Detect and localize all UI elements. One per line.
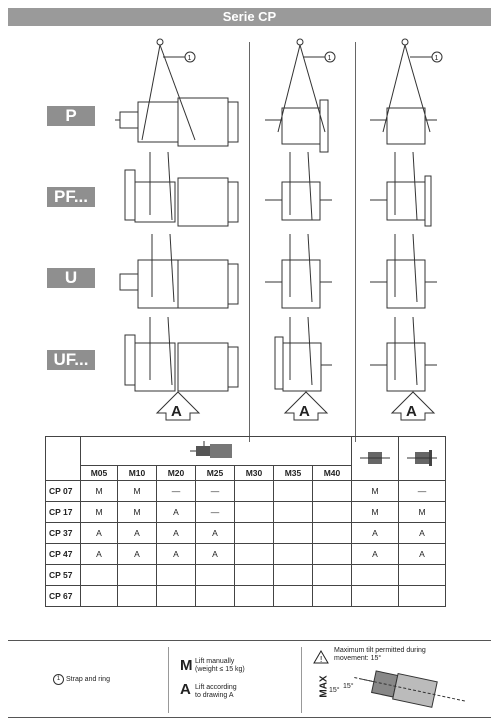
gearmotor-drawing-uf	[125, 317, 238, 391]
manual-letter: M	[180, 657, 193, 674]
gearmotor-icon	[186, 439, 246, 461]
lift-marker-a: A	[171, 403, 182, 420]
column-header: M35	[274, 466, 313, 481]
table-row	[46, 502, 446, 523]
table-cell	[235, 586, 274, 607]
table-cell: —	[196, 502, 235, 523]
table-cell	[274, 544, 313, 565]
column-header: M25	[196, 466, 235, 481]
table-cell	[235, 544, 274, 565]
tilt-gearmotor-drawing	[353, 665, 473, 715]
reducer-flange-icon-header	[399, 437, 446, 481]
drawing-text-2: to drawing A	[195, 692, 234, 699]
gearmotor-drawing-pf	[125, 152, 238, 226]
warning-icon	[313, 650, 329, 664]
callout-number: 1	[187, 55, 192, 62]
table-cell	[196, 565, 235, 586]
table-cell: M	[399, 502, 446, 523]
table-cell	[235, 502, 274, 523]
series-label-p: P	[47, 106, 95, 126]
table-cell: A	[81, 544, 118, 565]
series-label-u: U	[47, 268, 95, 288]
table-cell	[274, 565, 313, 586]
table-cell	[157, 586, 196, 607]
table-cell: A	[352, 523, 399, 544]
table-cell	[118, 586, 157, 607]
drawing-letter: A	[180, 681, 191, 698]
series-label-pf: PF...	[47, 187, 95, 207]
table-cell	[399, 565, 446, 586]
table-cell	[196, 586, 235, 607]
table-cell: M	[81, 481, 118, 502]
table-cell: A	[399, 544, 446, 565]
table-cell	[274, 481, 313, 502]
table-cell	[118, 565, 157, 586]
callout-number: 1	[434, 55, 439, 62]
manual-text-1: Lift manually	[195, 658, 235, 665]
table-cell: —	[399, 481, 446, 502]
table-row	[46, 586, 446, 607]
legend-divider	[168, 647, 169, 713]
table-cell: M	[352, 502, 399, 523]
reducer-drawing	[275, 317, 332, 391]
reducer-drawing	[370, 152, 431, 226]
gearmotor-drawing-u	[120, 234, 238, 308]
table-cell	[235, 481, 274, 502]
table-cell	[157, 565, 196, 586]
table-cell	[352, 565, 399, 586]
tilt-angle-1: 15°	[329, 687, 340, 694]
reducer-drawing	[265, 39, 328, 152]
row-label: CP 47	[46, 544, 81, 565]
strap-text: Strap and ring	[66, 676, 110, 683]
gear-drawings	[0, 30, 499, 430]
table-cell	[274, 523, 313, 544]
tilt-text-1: Maximum tilt permitted during	[334, 647, 426, 654]
row-label: CP 07	[46, 481, 81, 502]
row-label: CP 37	[46, 523, 81, 544]
table-corner	[46, 437, 81, 481]
table-cell	[274, 502, 313, 523]
table-cell	[81, 586, 118, 607]
drawing-text-1: Lift according	[195, 684, 237, 691]
reducer-drawing	[265, 152, 332, 220]
row-label: CP 67	[46, 586, 81, 607]
table-cell: A	[118, 523, 157, 544]
gearmotor-icon-header	[81, 437, 352, 466]
table-cell: A	[399, 523, 446, 544]
table-cell: M	[118, 481, 157, 502]
page-title: Serie CP	[8, 8, 491, 26]
reducer-flange-icon	[402, 445, 442, 471]
table-cell: A	[118, 544, 157, 565]
table-cell: A	[157, 502, 196, 523]
legend-box	[8, 640, 491, 718]
column-header: M20	[157, 466, 196, 481]
legend-divider	[301, 647, 302, 713]
table-cell	[313, 586, 352, 607]
table-cell: —	[196, 481, 235, 502]
column-header: M10	[118, 466, 157, 481]
table-cell	[313, 544, 352, 565]
table-cell: A	[157, 544, 196, 565]
table-cell: —	[157, 481, 196, 502]
lift-marker-a: A	[299, 403, 310, 420]
column-header: M05	[81, 466, 118, 481]
table-cell	[274, 586, 313, 607]
tilt-text-2: movement: 15°	[334, 655, 382, 662]
row-label: CP 17	[46, 502, 81, 523]
column-header: M30	[235, 466, 274, 481]
table-cell	[313, 565, 352, 586]
lifting-diagram	[0, 30, 499, 430]
row-label: CP 57	[46, 565, 81, 586]
table-cell: A	[81, 523, 118, 544]
lift-marker-a: A	[406, 403, 417, 420]
reducer-drawing	[265, 234, 332, 308]
manual-text-2: (weight ≤ 15 kg)	[195, 666, 245, 673]
column-header: M40	[313, 466, 352, 481]
table-cell: M	[352, 481, 399, 502]
table-cell: A	[196, 523, 235, 544]
reducer-drawing	[370, 39, 437, 144]
table-row	[46, 523, 446, 544]
strap-callout-icon: 1	[53, 674, 64, 685]
reducer-drawing	[370, 234, 437, 308]
reducer-icon-header	[352, 437, 399, 481]
callout-number: 1	[327, 55, 332, 62]
reducer-icon	[355, 445, 395, 471]
table-cell	[81, 565, 118, 586]
table-cell	[313, 481, 352, 502]
tilt-angle-2: 15°	[343, 683, 354, 690]
table-cell	[352, 586, 399, 607]
series-label-uf: UF...	[47, 350, 95, 370]
table-cell: M	[81, 502, 118, 523]
table-cell: A	[352, 544, 399, 565]
reducer-drawing	[370, 317, 437, 391]
svg-text:!: !	[320, 655, 323, 664]
table-cell: M	[118, 502, 157, 523]
table-cell	[313, 523, 352, 544]
gearmotor-drawing-p	[115, 39, 238, 146]
lifting-table	[45, 436, 446, 607]
table-cell: A	[157, 523, 196, 544]
table-row	[46, 481, 446, 502]
table-row	[46, 565, 446, 586]
table-cell	[235, 523, 274, 544]
table-cell	[399, 586, 446, 607]
table-row	[46, 544, 446, 565]
table-cell	[235, 565, 274, 586]
table-cell: A	[196, 544, 235, 565]
table-cell	[313, 502, 352, 523]
max-label: MAX	[318, 675, 330, 698]
